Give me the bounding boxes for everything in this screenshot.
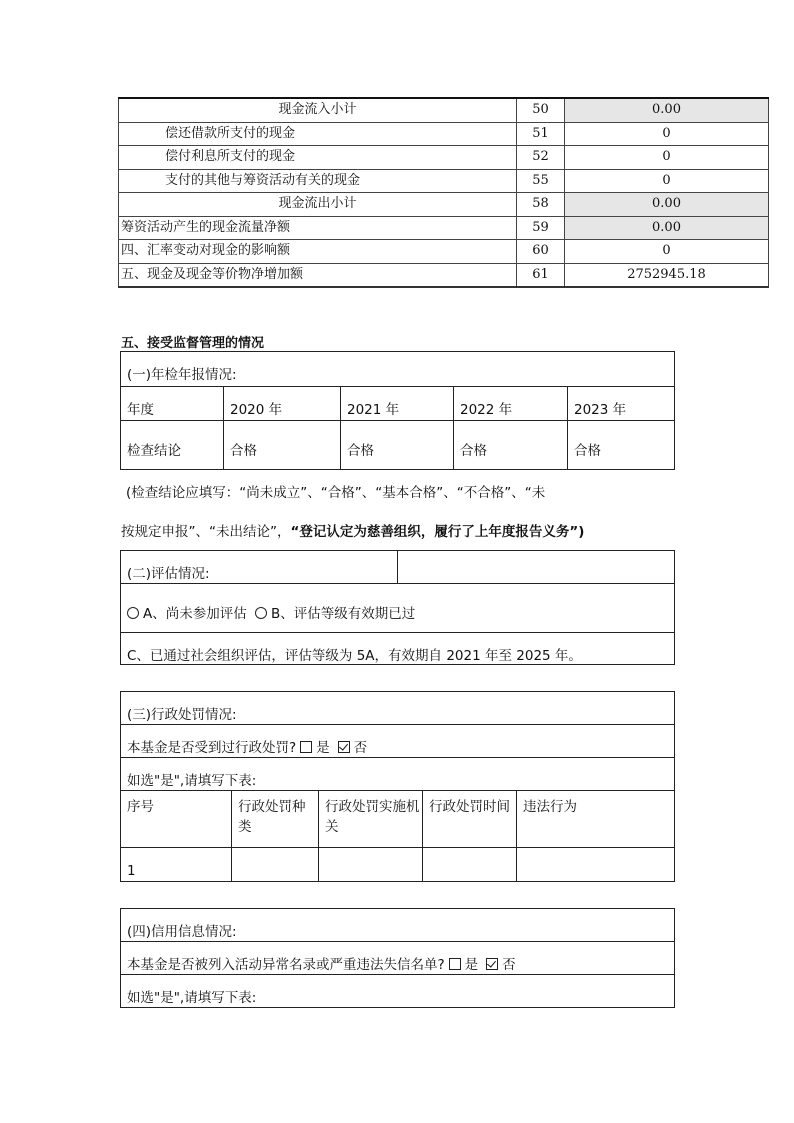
annual-inspection-header: (一)年检年报情况: <box>121 352 675 387</box>
credit-no-label: 否 <box>502 957 516 973</box>
evaluation-empty-cell <box>398 551 675 584</box>
result-cell: 合格 <box>224 421 341 470</box>
result-cell: 合格 <box>568 421 675 470</box>
penalty-instruction: 如选"是",请填写下表: <box>121 758 675 791</box>
row-index-cell: 1 <box>121 848 232 882</box>
credit-yes-checkbox[interactable] <box>449 958 461 970</box>
penalty-yes-label: 是 <box>316 740 330 756</box>
empty-cell[interactable] <box>232 848 319 882</box>
evaluation-header: (二)评估情况: <box>121 551 398 584</box>
column-header: 违法行为 <box>517 791 675 848</box>
row-line-number: 60 <box>517 240 565 264</box>
row-label: 四、汇率变动对现金的影响额 <box>119 240 517 264</box>
row-value: 0 <box>565 122 769 146</box>
penalty-no-checkbox[interactable] <box>338 741 350 753</box>
evaluation-table <box>120 550 675 665</box>
row-label: 偿还借款所支付的现金 <box>119 122 517 146</box>
note-text: (检查结论应填写：“尚未成立”、“合格”、“基本合格”、“不合格”、“未 <box>126 485 546 501</box>
cashflow-row <box>119 216 769 240</box>
option-a-label: A、尚未参加评估 <box>143 606 247 622</box>
row-label: 现金流出小计 <box>119 193 517 217</box>
note-text: 按规定申报”、“未出结论”， <box>121 524 291 540</box>
column-header: 行政处罚种类 <box>232 791 319 848</box>
penalty-no-label: 否 <box>353 740 368 756</box>
year-cell: 2020 年 <box>224 387 341 421</box>
cashflow-row <box>119 98 769 122</box>
row-value: 2752945.18 <box>565 263 769 287</box>
cashflow-table <box>118 97 769 288</box>
row-label: 五、现金及现金等价物净增加额 <box>119 263 517 287</box>
credit-question: 本基金是否被列入活动异常名录或严重违法失信名单? <box>127 957 445 973</box>
row-line-number: 55 <box>517 169 565 193</box>
row-line-number: 52 <box>517 146 565 170</box>
empty-cell[interactable] <box>423 848 517 882</box>
cashflow-row <box>119 263 769 287</box>
cashflow-row <box>119 169 769 193</box>
credit-header: (四)信用信息情况: <box>121 909 675 942</box>
cashflow-row <box>119 193 769 217</box>
cashflow-row <box>119 240 769 264</box>
row-label: 偿付利息所支付的现金 <box>119 146 517 170</box>
row-label: 支付的其他与筹资活动有关的现金 <box>119 169 517 193</box>
option-b-label: B、评估等级有效期已过 <box>271 606 416 622</box>
annual-inspection-table <box>120 351 675 470</box>
row-line-number: 61 <box>517 263 565 287</box>
row-value: 0.00 <box>565 216 769 240</box>
penalty-question: 本基金是否受到过行政处罚? <box>127 740 297 756</box>
option-c-label: C、已通过社会组织评估，评估等级为 5A，有效期自 2021 年至 2025 年。 <box>121 633 675 665</box>
row-value: 0 <box>565 240 769 264</box>
column-header: 行政处罚实施机关 <box>319 791 423 848</box>
row-value: 0 <box>565 169 769 193</box>
row-line-number: 51 <box>517 122 565 146</box>
column-header: 序号 <box>121 791 232 848</box>
empty-cell[interactable] <box>319 848 423 882</box>
instruction-note-line-1 <box>126 481 545 501</box>
credit-question-row <box>121 942 675 975</box>
empty-cell[interactable] <box>517 848 675 882</box>
credit-instruction: 如选"是",请填写下表: <box>121 975 675 1008</box>
year-cell: 2022 年 <box>454 387 568 421</box>
result-cell: 合格 <box>341 421 454 470</box>
penalty-question-row <box>121 725 675 758</box>
penalty-header: (三)行政处罚情况: <box>121 692 675 725</box>
radio-option-b[interactable] <box>255 607 267 619</box>
credit-no-checkbox[interactable] <box>486 958 498 970</box>
row-line-number: 50 <box>517 98 565 122</box>
result-label: 检查结论 <box>121 421 224 470</box>
row-value: 0.00 <box>565 98 769 122</box>
row-value: 0 <box>565 146 769 170</box>
year-label: 年度 <box>121 387 224 421</box>
year-cell: 2021 年 <box>341 387 454 421</box>
administrative-penalty-table <box>120 691 675 882</box>
row-line-number: 59 <box>517 216 565 240</box>
credit-yes-label: 是 <box>464 957 479 973</box>
result-cell: 合格 <box>454 421 568 470</box>
row-value: 0.00 <box>565 193 769 217</box>
row-line-number: 58 <box>517 193 565 217</box>
cashflow-row <box>119 146 769 170</box>
credit-information-table <box>120 908 675 1008</box>
row-label: 现金流入小计 <box>119 98 517 122</box>
column-header: 行政处罚时间 <box>423 791 517 848</box>
year-cell: 2023 年 <box>568 387 675 421</box>
penalty-yes-checkbox[interactable] <box>300 741 312 753</box>
row-label: 筹资活动产生的现金流量净额 <box>119 216 517 240</box>
radio-option-a[interactable] <box>127 607 139 619</box>
evaluation-options <box>121 584 675 633</box>
section-title: 五、接受监督管理的情况 <box>121 336 265 351</box>
instruction-note-line-2 <box>121 520 584 540</box>
note-bold-text: “登记认定为慈善组织，履行了上年度报告义务”) <box>290 524 585 540</box>
cashflow-row <box>119 122 769 146</box>
